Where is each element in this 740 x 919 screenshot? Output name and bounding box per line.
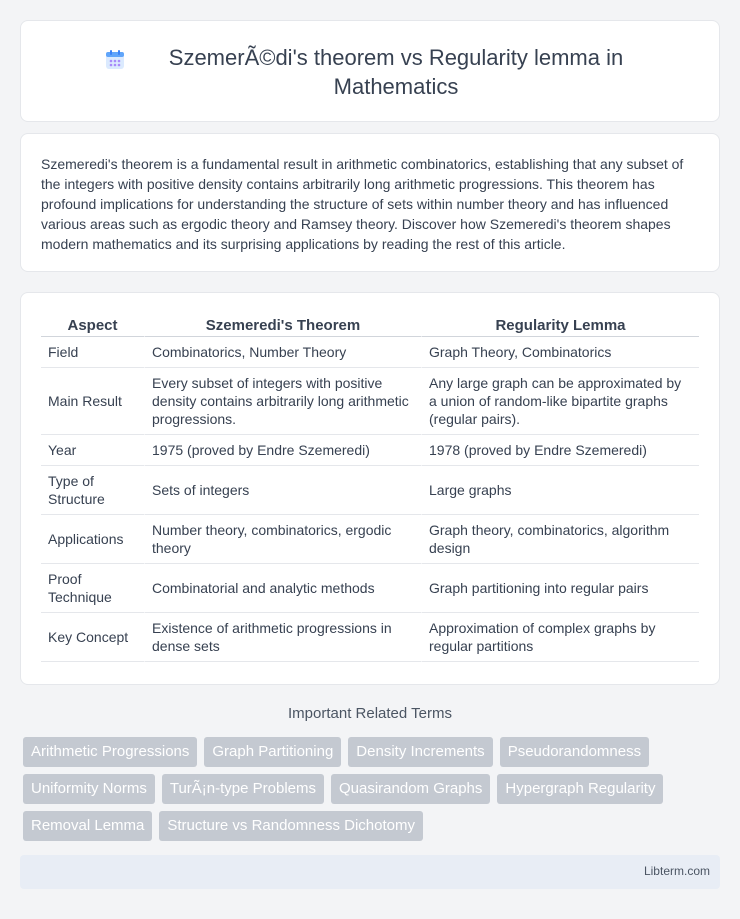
row-aspect: Field — [41, 337, 144, 368]
related-term-tag[interactable]: Hypergraph Regularity — [497, 774, 663, 804]
related-term-tag[interactable]: Graph Partitioning — [204, 737, 341, 767]
row-regularity: Graph partitioning into regular pairs — [421, 564, 699, 613]
table-row — [41, 564, 699, 613]
related-term-tag[interactable]: Structure vs Randomness Dichotomy — [159, 811, 423, 841]
intro-paragraph: Szemeredi's theorem is a fundamental result in arithmetic combinatorics, establishing that any subset of the integers with positive density contains arbitrarily long arithmetic progressions. This theorem has profound implications for understanding the structure of sets within number theory and has influenced various areas such as ergodic theory and Ramsey theory. Discover how Szemeredi's theorem shapes modern mathematics and its surprising applications by reading the rest of this article. — [41, 156, 684, 252]
related-term-tag[interactable]: Density Increments — [348, 737, 492, 767]
footer — [20, 855, 720, 889]
row-aspect: Year — [41, 435, 144, 466]
row-szemeredi: Combinatorial and analytic methods — [144, 564, 421, 613]
header-aspect: Aspect — [41, 315, 144, 337]
related-term-tag[interactable]: Pseudorandomness — [500, 737, 649, 767]
row-regularity: Any large graph can be approximated by a union of random-like bipartite graphs (regular pairs). — [421, 368, 699, 435]
table-row — [41, 368, 699, 435]
calendar-icon — [103, 48, 127, 72]
comparison-card — [20, 292, 720, 685]
header-szemeredi: Szemeredi's Theorem — [144, 315, 421, 337]
row-aspect: Main Result — [41, 368, 144, 435]
title-card — [20, 20, 720, 122]
table-row — [41, 337, 699, 368]
related-term-tag[interactable]: TurÃ¡n-type Problems — [162, 774, 324, 804]
table-row — [41, 613, 699, 662]
row-aspect: Proof Technique — [41, 564, 144, 613]
table-row — [41, 466, 699, 515]
row-regularity: Graph Theory, Combinatorics — [421, 337, 699, 368]
row-szemeredi: Number theory, combinatorics, ergodic theory — [144, 515, 421, 564]
table-row — [41, 515, 699, 564]
row-regularity: Graph theory, combinatorics, algorithm design — [421, 515, 699, 564]
page-title: SzemerÃ©di's theorem vs Regularity lemma in Mathematics — [168, 45, 624, 99]
intro-card — [20, 133, 720, 272]
row-aspect: Type of Structure — [41, 466, 144, 515]
table-header-row — [41, 315, 699, 337]
row-szemeredi: Every subset of integers with positive density contains arbitrarily long arithmetic progressions. — [144, 368, 421, 435]
comparison-table — [41, 315, 699, 662]
footer-site-link[interactable]: Libterm.com — [643, 864, 710, 878]
row-regularity: Approximation of complex graphs by regular partitions — [421, 613, 699, 662]
row-aspect: Applications — [41, 515, 144, 564]
row-szemeredi: Existence of arithmetic progressions in dense sets — [144, 613, 421, 662]
related-term-tag[interactable]: Quasirandom Graphs — [331, 774, 490, 804]
row-aspect: Key Concept — [41, 613, 144, 662]
related-term-tag[interactable]: Arithmetic Progressions — [23, 737, 197, 767]
table-row — [41, 435, 699, 466]
row-szemeredi: Combinatorics, Number Theory — [144, 337, 421, 368]
related-term-tag[interactable]: Uniformity Norms — [23, 774, 155, 804]
related-terms-list — [23, 737, 703, 841]
row-regularity: 1978 (proved by Endre Szemeredi) — [421, 435, 699, 466]
title-wrap — [21, 43, 719, 101]
row-regularity: Large graphs — [421, 466, 699, 515]
row-szemeredi: 1975 (proved by Endre Szemeredi) — [144, 435, 421, 466]
header-regularity: Regularity Lemma — [421, 315, 699, 337]
row-szemeredi: Sets of integers — [144, 466, 421, 515]
related-terms-title: Important Related Terms — [288, 705, 452, 722]
related-term-tag[interactable]: Removal Lemma — [23, 811, 152, 841]
